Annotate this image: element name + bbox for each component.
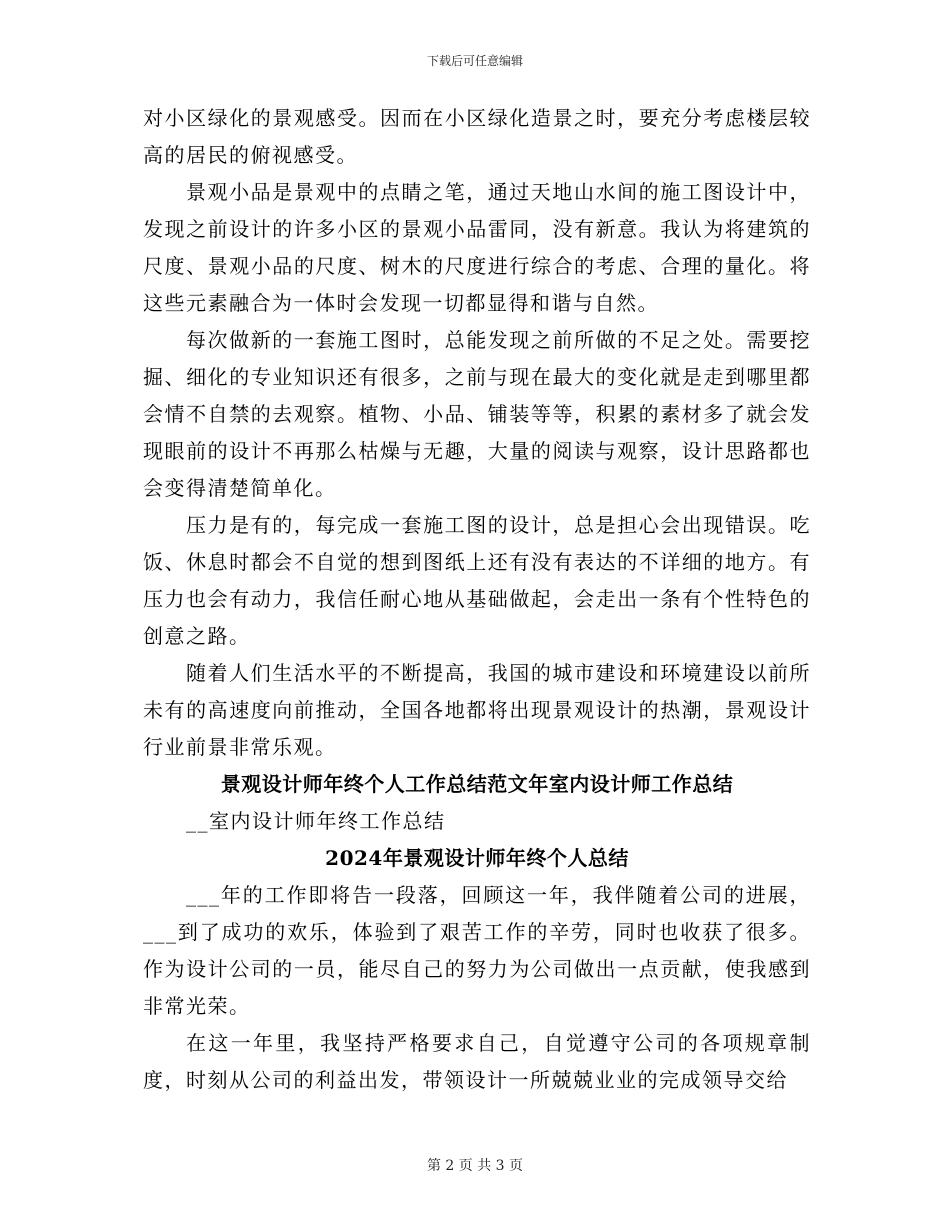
paragraph: 压力是有的，每完成一套施工图的设计，总是担心会出现错误。吃饭、休息时都会不自觉的想到图纸上还有没有表达的不详细的地方。有压力也会有动力，我信任耐心地从基础做起，会走出一条有个性特色的创意之路。 [143,513,811,648]
article-title: 2024年景观设计师年终个人总结 [325,846,629,870]
paragraph: 对小区绿化的景观感受。因而在小区绿化造景之时，要充分考虑楼层较高的居民的俯视感受。 [143,106,811,167]
paragraph: 在这一年里，我坚持严格要求自己，自觉遵守公司的各项规章制度，时刻从公司的利益出发，带领设计一所兢兢业业的完成领导交给 [143,1031,811,1092]
paragraph: ___年的工作即将告一段落，回顾这一年，我伴随着公司的进展，___到了成功的欢乐，体验到了艰苦工作的辛劳，同时也收获了很多。作为设计公司的一员，能尽自己的努力为公司做出一点贡献，使我感到非常光荣。 [143,883,811,1018]
paragraph: 每次做新的一套施工图时，总能发现之前所做的不足之处。需要挖掘、细化的专业知识还有很多，之前与现在最大的变化就是走到哪里都会情不自禁的去观察。植物、小品、铺装等等，积累的素材多了就会发现眼前的设计不再那么枯燥与无趣，大量的阅读与观察，设计思路都也会变得清楚简单化。 [143,328,811,500]
document-body [143,100,811,1099]
page-header: 下载后可任意编辑 [426,54,523,68]
sub-title-line: __室内设计师年终工作总结 [186,809,446,833]
paragraph: 景观小品是景观中的点睛之笔，通过天地山水间的施工图设计中，发现之前设计的许多小区的景观小品雷同，没有新意。我认为将建筑的尺度、景观小品的尺度、树木的尺度进行综合的考虑、合理的量化。将这些元素融合为一体时会发现一切都显得和谐与自然。 [143,180,811,315]
paragraph: 随着人们生活水平的不断提高，我国的城市建设和环境建设以前所未有的高速度向前推动，全国各地都将出现景观设计的热潮，景观设计行业前景非常乐观。 [143,661,811,759]
page-footer: 第 2 页 共 3 页 [426,1158,524,1174]
section-heading: 景观设计师年终个人工作总结范文年室内设计师工作总结 [220,772,734,796]
